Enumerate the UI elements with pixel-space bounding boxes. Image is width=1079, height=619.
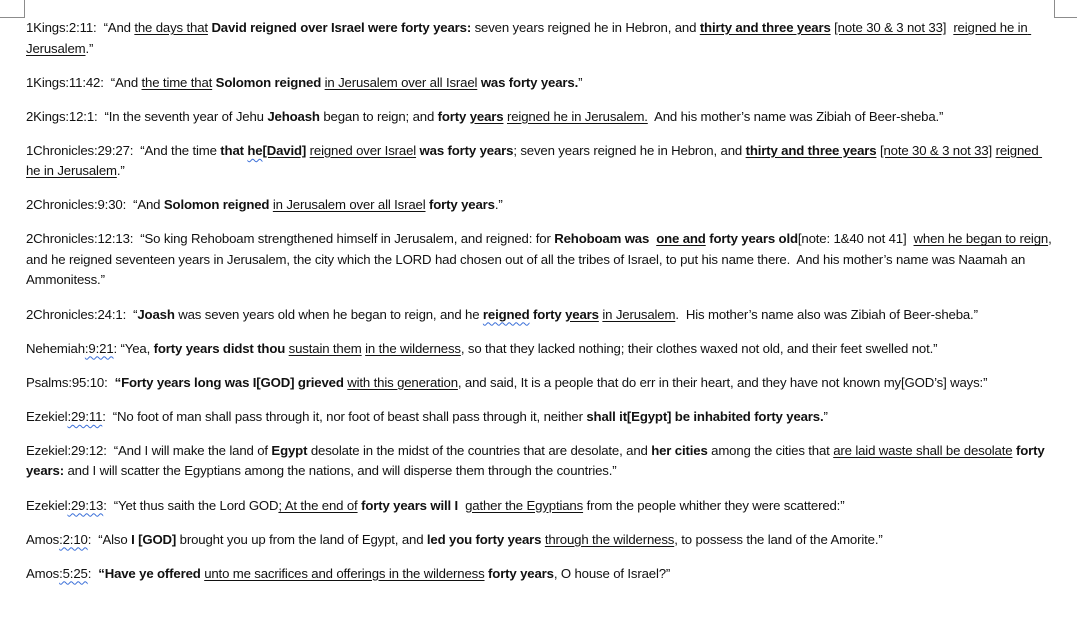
text-run: Nehemiah — [26, 340, 85, 356]
text-run: Rehoboam was — [554, 231, 650, 247]
text-run: .” — [494, 197, 503, 213]
text-run: reigned he in Jerusalem — [26, 142, 1043, 179]
text-run: he — [247, 142, 263, 158]
text-run: forty years: — [26, 442, 1049, 479]
text-run: the days that — [134, 20, 208, 35]
text-run: her cities — [651, 442, 708, 458]
text-run: , and he reigned seventeen years in Jerusalem, the city which the LORD had chosen out of all the tribes of Israel, to put his name there. And his mother’s name was Naamah an Ammonitess.” — [26, 231, 1056, 288]
text-run: 2Kings:12:1: “In the seventh year of Jehu — [26, 108, 268, 124]
verse-paragraph — [26, 18, 1056, 59]
text-run: was seven years old when he began to reign, and he — [174, 306, 483, 322]
text-run: 1Kings:2:11: “And — [26, 20, 135, 35]
text-run: :29:11 — [67, 408, 103, 424]
text-run: reigned he in Jerusalem — [26, 20, 1032, 56]
text-run: in the wilderness — [365, 340, 461, 356]
text-run: :9:21 — [84, 340, 114, 356]
text-run: one and — [656, 231, 706, 247]
verse-paragraph — [26, 530, 1056, 551]
text-run: shall it[Egypt] be inhabited forty years. — [586, 408, 824, 424]
verse-paragraph — [26, 339, 1056, 360]
text-run: was forty years — [419, 142, 514, 158]
text-run: : “Yea, — [113, 340, 154, 356]
text-run: are laid waste shall be desolate — [833, 442, 1013, 458]
text-run: “Have ye offered — [98, 565, 201, 581]
text-run: :29:13 — [67, 497, 104, 513]
verse-paragraph — [26, 229, 1056, 291]
text-run: years — [469, 108, 504, 124]
text-run: Amos — [26, 531, 60, 547]
text-run: forty years didst thou — [153, 340, 286, 356]
text-run: 2Chronicles:9:30: “And — [26, 197, 164, 213]
text-run: forty — [533, 306, 562, 322]
text-run: 2Chronicles:12:13: “So king Rehoboam strengthened himself in Jerusalem, and reigned: for — [26, 231, 555, 247]
text-run: reigned — [482, 306, 530, 322]
text-run: thirty and three years — [699, 20, 831, 35]
text-run: Egypt — [271, 442, 308, 458]
crop-mark-top-right — [1054, 0, 1077, 18]
text-run: forty years old — [709, 231, 798, 247]
text-run: in Jerusalem — [602, 306, 676, 322]
text-run: Ezekiel — [26, 408, 68, 424]
verse-paragraph — [26, 407, 1056, 428]
crop-mark-top-left — [0, 0, 25, 18]
text-run: desolate in the midst of the countries that are desolate, and — [307, 442, 652, 458]
verse-paragraph — [26, 73, 1056, 94]
text-run: was forty years. — [480, 74, 579, 90]
text-run: years — [565, 306, 599, 322]
verse-paragraph — [26, 373, 1056, 394]
text-run: [David] — [262, 142, 307, 158]
text-run: forty years will I — [361, 497, 459, 513]
text-run: Solomon reigned — [215, 74, 322, 90]
text-run: [note 30 & 3 not 33] — [834, 20, 947, 35]
text-run: :2:10 — [59, 531, 88, 547]
verse-paragraph — [26, 441, 1056, 482]
text-run: when he began to reign — [913, 231, 1049, 247]
text-run: 1Chronicles:29:27: “And the time — [26, 142, 221, 158]
text-run: among the cities that — [707, 442, 834, 458]
text-run: and I will scatter the Egyptians among the nations, and will disperse them through the countries.” — [63, 463, 617, 479]
text-run: Jehoash — [267, 108, 320, 124]
text-run: . His mother’s name also was Zibiah of Beer-sheba.” — [675, 306, 978, 322]
text-run: Solomon reigned — [163, 197, 270, 213]
text-run: Amos — [26, 565, 60, 581]
text-run: that — [220, 142, 248, 158]
text-run: Ezekiel — [26, 497, 68, 513]
text-run: [note 30 & 3 not 33] — [879, 142, 993, 158]
text-run: forty years — [429, 197, 495, 213]
text-run: through the wilderness — [544, 531, 675, 547]
text-run: , O house of Israel?” — [553, 565, 671, 581]
text-run: brought you up from the land of Egypt, and — [176, 531, 427, 547]
verse-paragraph — [26, 564, 1056, 585]
text-run: : “No foot of man shall pass through it, nor foot of beast shall pass through it, neither — [102, 408, 587, 424]
text-run: :5:25 — [59, 565, 88, 581]
text-run: reigned he in Jerusalem. — [506, 108, 648, 124]
text-run: forty years — [488, 565, 554, 581]
text-run: And his mother’s name was Zibiah of Beer-sheba.” — [647, 108, 944, 124]
text-run: , and said, It is a people that do err in their heart, and they have not known my[GOD’s] ways:” — [457, 374, 988, 390]
verse-paragraph — [26, 141, 1056, 182]
text-run: 2Chronicles:24:1: “ — [26, 306, 138, 322]
text-run: forty — [437, 108, 467, 124]
text-run: the time that — [141, 74, 213, 90]
text-run: : — [87, 565, 99, 581]
document-body — [26, 18, 1056, 598]
text-run: Ezekiel:29:12: “And I will make the land of — [26, 442, 272, 458]
verse-paragraph — [26, 305, 1056, 326]
text-run: ; seven years reigned he in Hebron, and — [513, 142, 746, 158]
text-run: seven years reigned he in Hebron, and — [471, 20, 700, 35]
text-run: thirty and three years — [745, 142, 877, 158]
text-run: from the people whither they were scattered:” — [583, 497, 845, 513]
text-run: .” — [85, 40, 94, 56]
text-run: ; At the end of — [278, 497, 358, 513]
text-run: 1Kings:11:42: “And — [26, 74, 142, 90]
text-run: Psalms:95:10: — [26, 374, 115, 390]
text-run: unto me sacrifices and offerings in the wilderness — [204, 565, 485, 581]
text-run: reigned over Israel — [309, 142, 417, 158]
text-run: sustain them — [288, 340, 362, 356]
text-run: : “Yet thus saith the Lord GOD — [103, 497, 279, 513]
verse-paragraph — [26, 195, 1056, 216]
text-run: Joash — [137, 306, 175, 322]
text-run: I [GOD] — [131, 531, 177, 547]
text-run: with this generation — [347, 374, 458, 390]
text-run: “Forty years long was I[GOD] grieved — [114, 374, 344, 390]
text-run: in Jerusalem over all Israel — [324, 74, 478, 90]
text-run: : “Also — [87, 531, 132, 547]
text-run: in Jerusalem over all Israel — [272, 197, 426, 213]
verse-paragraph — [26, 107, 1056, 128]
text-run: ” — [823, 408, 828, 424]
text-run: [note: 1&40 not 41] — [797, 231, 914, 247]
text-run: ” — [578, 74, 583, 90]
text-run: David reigned over Israel were forty years: — [211, 20, 472, 35]
text-run: led you forty years — [426, 531, 542, 547]
text-run: gather the Egyptians — [465, 497, 584, 513]
verse-paragraph — [26, 496, 1056, 517]
text-run: , to possess the land of the Amorite.” — [674, 531, 883, 547]
text-run: , so that they lacked nothing; their clothes waxed not old, and their feet swelled not.” — [460, 340, 938, 356]
text-run: began to reign; and — [319, 108, 438, 124]
text-run: .” — [116, 163, 125, 179]
